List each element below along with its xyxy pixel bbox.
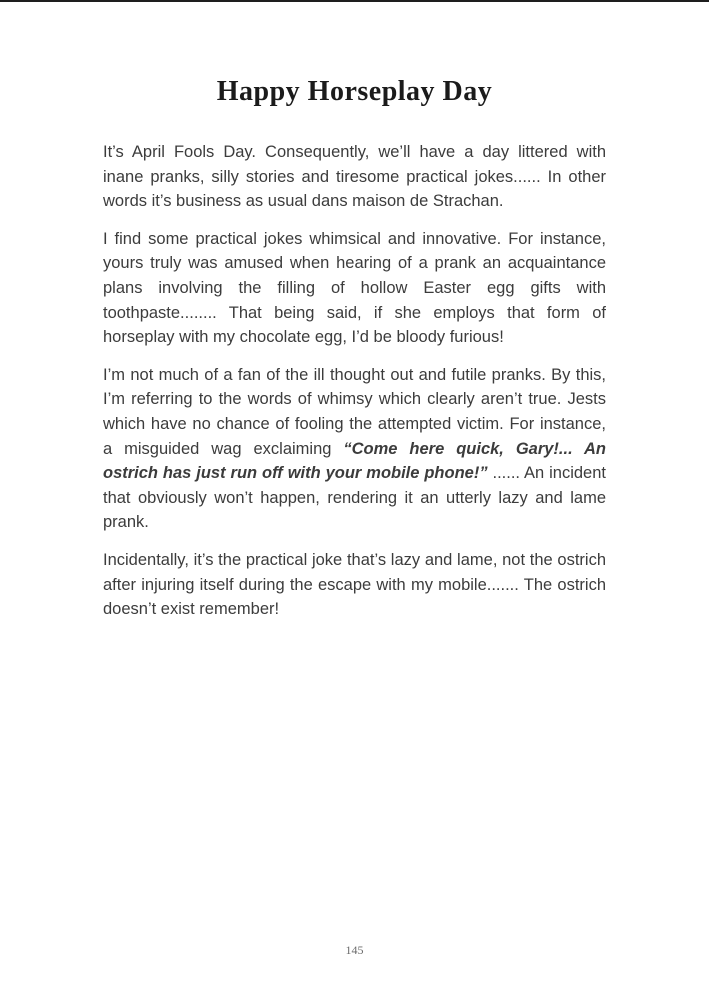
paragraph-4: Incidentally, it’s the practical joke that’s lazy and lame, not the ostrich after injuring itself during the escape with my mobile....... The ostrich doesn’t exist remember!	[103, 550, 606, 619]
paragraph-3-tail: ...... An incident that obviously won’t happen, rendering it an utterly lazy and lame prank.	[103, 464, 606, 532]
paragraph-3-lead: I’m not much of a fan of the ill thought out and futile pranks. By this, I’m referring to the words of whimsy which clearly aren’t true. Jests which have no chance of fooling the attempted victim. For instance, a misguided wag exclaiming	[103, 365, 606, 458]
page-number: 145	[345, 943, 364, 957]
paragraph-3	[103, 363, 606, 535]
book-page	[0, 2, 709, 622]
page-title: Happy Horseplay Day	[216, 76, 493, 107]
body-text	[103, 140, 606, 622]
paragraph-2: I find some practical jokes whimsical and innovative. For instance, yours truly was amused when hearing of a prank an acquaintance plans involving the filling of hollow Easter egg gifts with toothpaste........ That being said, if she employs that form of horseplay with my chocolate egg, I’d be bloody furious!	[103, 229, 606, 347]
paragraph-1: It’s April Fools Day. Consequently, we’ll have a day littered with inane pranks, silly stories and tiresome practical jokes...... In other words it’s business as usual dans maison de Strachan.	[103, 143, 606, 211]
paragraph-3-quote: “Come here quick, Gary!... An ostrich has just run off with your mobile phone!”	[103, 439, 606, 483]
